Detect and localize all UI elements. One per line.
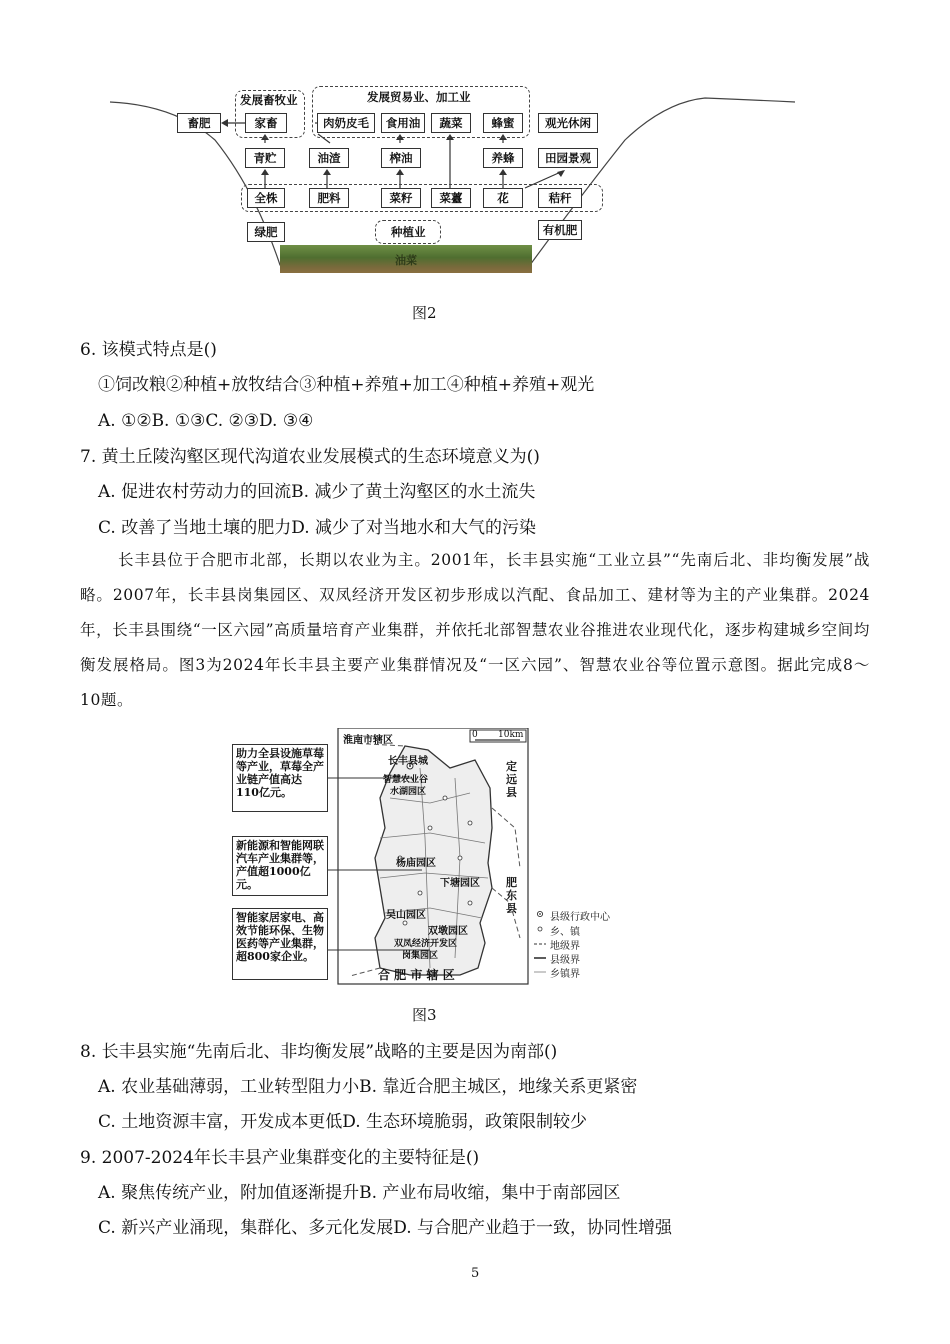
box-straw: 秸秆 — [538, 188, 582, 208]
label-feidong: 肥东县 — [506, 876, 517, 915]
q8-options-ab: A. 农业基础薄弱，工业转型阻力小B. 靠近合肥主城区，地缘关系更紧密 — [98, 1077, 638, 1097]
q6-stem: 6. 该模式特点是() — [80, 340, 217, 360]
q7-options-ab: A. 促进农村劳动力的回流B. 减少了黄土沟壑区的水土流失 — [98, 482, 536, 502]
label-agri-valley: 智慧农业谷 — [383, 775, 429, 785]
legend-prefecture-border: 地级界 — [550, 941, 580, 952]
box-silage: 青贮 — [245, 148, 285, 168]
note-strawberry: 助力全县设施草莓等产业，草莓全产业链产值高达110亿元。 — [232, 744, 328, 812]
box-landscape: 田园景观 — [538, 148, 598, 168]
label-xiatang: 下塘园区 — [440, 878, 480, 889]
box-vegetable: 蔬菜 — [431, 113, 471, 133]
label-hefei: 合 肥 市 辖 区 — [378, 968, 455, 982]
legend-county-border: 县级界 — [550, 955, 580, 966]
label-wushan: 吴山园区 — [386, 910, 426, 921]
label-county-town: 长丰县城 — [388, 756, 428, 767]
box-meat: 肉奶皮毛 — [317, 113, 375, 133]
q8-options-cd: C. 土地资源丰富，开发成本更低D. 生态环境脆弱，政策限制较少 — [98, 1112, 588, 1132]
group-planting-label: 种植业 — [391, 225, 426, 239]
q7-options-cd: C. 改善了当地土壤的肥力D. 减少了对当地水和大气的污染 — [98, 518, 537, 538]
box-green-manure: 绿肥 — [247, 222, 285, 242]
figure-2 — [105, 80, 845, 280]
q9-stem: 9. 2007-2024年长丰县产业集群变化的主要特征是() — [80, 1148, 480, 1168]
box-bee: 养蜂 — [483, 148, 523, 168]
legend-county-center: 县级行政中心 — [550, 912, 610, 923]
group-livestock-label: 发展畜牧业 — [240, 93, 298, 107]
box-livestock: 家畜 — [245, 113, 287, 133]
label-gangji: 岗集园区 — [402, 951, 439, 961]
box-manure: 畜肥 — [177, 113, 221, 133]
figure-3 — [230, 728, 630, 986]
figure-3-caption: 图3 — [412, 1006, 437, 1024]
legend-township-border: 乡镇界 — [550, 969, 580, 980]
q6-options: A. ①②B. ①③C. ②③D. ③④ — [98, 411, 314, 431]
box-residue: 油渣 — [309, 148, 349, 168]
box-seed: 菜籽 — [381, 188, 421, 208]
note-home: 智能家居家电、高效节能环保、生物医药等产业集群，超800家企业。 — [232, 908, 328, 980]
passage: 长丰县位于合肥市北部，长期以农业为主。2001年，长丰县实施“工业立县”“先南后北、非均衡发展”战略。2007年，长丰县岗集园区、双凤经济开发区初步形成以汽配、食品加工、建材等为主的产业集群。2024年，长丰县围绕“一区六园”高质量培育产业集群，并依托北部智慧农业谷推进农业现代化，逐步构建城乡空间均衡发展格局。图3为2024年长丰县主要产业集群情况及“一区六园”、智慧农业谷等位置示意图。据此完成8～10题。 — [80, 551, 870, 709]
figure-2-caption: 图2 — [412, 304, 437, 322]
legend-town: 乡、镇 — [550, 927, 580, 938]
label-scale: 10km — [498, 730, 524, 740]
label-shuangdun: 双墩园区 — [428, 926, 468, 937]
label-scale-zero: 0 — [472, 730, 478, 740]
q8-stem: 8. 长丰县实施“先南后北、非均衡发展”战略的主要是因为南部() — [80, 1042, 558, 1062]
box-tourism: 观光休闲 — [538, 113, 598, 133]
note-auto: 新能源和智能网联汽车产业集群等，产值超1000亿元。 — [232, 836, 328, 896]
field-label: 油菜 — [395, 254, 417, 267]
q7-stem: 7. 黄土丘陵沟壑区现代沟道农业发展模式的生态环境意义为() — [80, 447, 540, 467]
q9-options-cd: C. 新兴产业涌现，集群化、多元化发展D. 与合肥产业趋于一致，协同性增强 — [98, 1218, 673, 1238]
q9-options-ab: A. 聚焦传统产业，附加值逐渐提升B. 产业布局收缩，集中于南部园区 — [98, 1183, 621, 1203]
label-huainan: 淮南市辖区 — [343, 735, 393, 746]
group-trade-label: 发展贸易业、加工业 — [367, 90, 471, 104]
page-number: 5 — [471, 1266, 480, 1281]
label-dingyuan: 定远县 — [506, 760, 517, 799]
box-whole: 全株 — [247, 188, 285, 208]
q6-items: ①饲改粮②种植+放牧结合③种植+养殖+加工④种植+养殖+观光 — [98, 375, 595, 395]
label-shuihu: 水湖园区 — [390, 787, 427, 797]
box-fertilizer: 肥料 — [309, 188, 349, 208]
label-shuangfeng: 双凤经济开发区 — [394, 939, 458, 949]
box-honey: 蜂蜜 — [483, 113, 523, 133]
box-organic: 有机肥 — [538, 220, 582, 240]
label-yangmiao: 杨庙园区 — [396, 858, 436, 869]
box-crude-oil: 榨油 — [381, 148, 421, 168]
box-stem: 菜薹 — [431, 188, 471, 208]
box-flower: 花 — [483, 188, 523, 208]
box-oil: 食用油 — [381, 113, 425, 133]
